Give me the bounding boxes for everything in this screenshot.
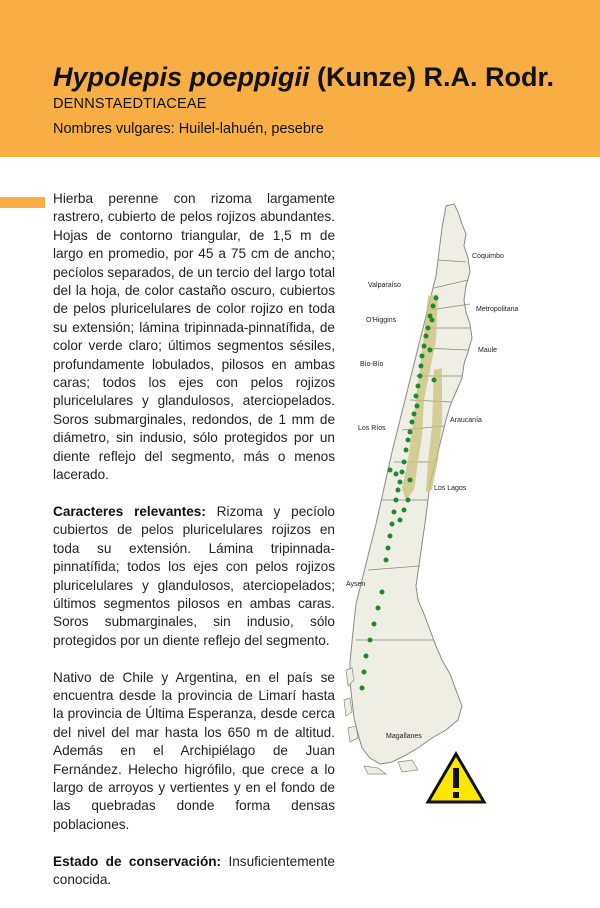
region-label: Valparaíso [368, 282, 401, 289]
chile-map-svg [338, 200, 600, 775]
relevant-characters-text: Rizoma y pecíolo cubiertos de pelos pluricelulares rojizos en toda su extensión. Lámina tripinnada-pinnatífida; todos los ejes con pelos rojizos pluricelulares y glandulosos, aterciopelados; últimos segmentos pilosos en ambas caras. Soros submarginales, sin indusio, sólo protegidos por un diente reflejo del segmento. [53, 503, 335, 648]
region-label: Magallanes [386, 733, 422, 740]
conservation-label: Estado de conservación: [53, 853, 222, 869]
description-paragraph: Hierba perenne con rizoma largamente rastrero, cubierto de pelos rojizos abundantes. Hojas de contorno triangular, de 1,5 m de largo en promedio, por 45 a 75 cm de ancho; pecíolos separados, de un tercio del largo total del la hoja, de color castaño oscuro, cubiertos de pelos pluricelulares de color rojizo en toda su extensión; lámina tripinnada-pinnatífida, de color verde claro; últimos segmentos sésiles, profundamente lobulados, pilosos en ambas caras; todos los ejes con pelos rojizos pluricelulares y glandulosos, aterciopelados. Soros submarginales, redondos, de 1 mm de diámetro, sin indusio, sólo protegidos por un diente reflejo del segmento, más o menos lacerado. [53, 191, 335, 483]
region-label: Los Lagos [434, 485, 467, 492]
region-label: Bío-Bío [360, 361, 384, 368]
scientific-name: Hypolepis poeppigii [53, 62, 310, 92]
species-title [53, 62, 554, 93]
region-label: Araucanía [450, 417, 482, 424]
region-label: Coquimbo [472, 253, 504, 260]
species-author: (Kunze) R.A. Rodr. [309, 62, 555, 92]
distribution-paragraph: Nativo de Chile y Argentina, en el país se encuentra desde la provincia de Limarí hasta la provincia de Última Esperanza, desde cerca del nivel del mar hasta los 650 m de altitud. Además en el Archipiélago de Juan Fernández. Helecho higrófilo, que crece a lo largo de arroyos y vertientes y en el fondo de las quebradas donde forma densas poblaciones. [53, 669, 335, 832]
relevant-characters-label: Caracteres relevantes: [53, 503, 206, 519]
common-names: Nombres vulgares: Huilel-lahuén, pesebre [53, 121, 324, 137]
relevant-characters-paragraph [53, 503, 335, 650]
region-label: Los Ríos [358, 425, 386, 432]
species-description [53, 190, 335, 908]
region-label: O'Higgins [366, 317, 397, 324]
conservation-paragraph [53, 853, 335, 890]
region-label: Metropolitana [476, 306, 519, 313]
section-marker [0, 197, 45, 208]
warning-triangle-icon [426, 752, 486, 804]
family-name: DENNSTAEDTIACEAE [53, 96, 207, 112]
region-label: Aysen [346, 581, 366, 588]
region-label: Maule [478, 347, 498, 354]
header-banner [0, 0, 600, 157]
conservation-text: Insuficientemente conocida. [53, 853, 335, 887]
distribution-map [338, 200, 600, 775]
